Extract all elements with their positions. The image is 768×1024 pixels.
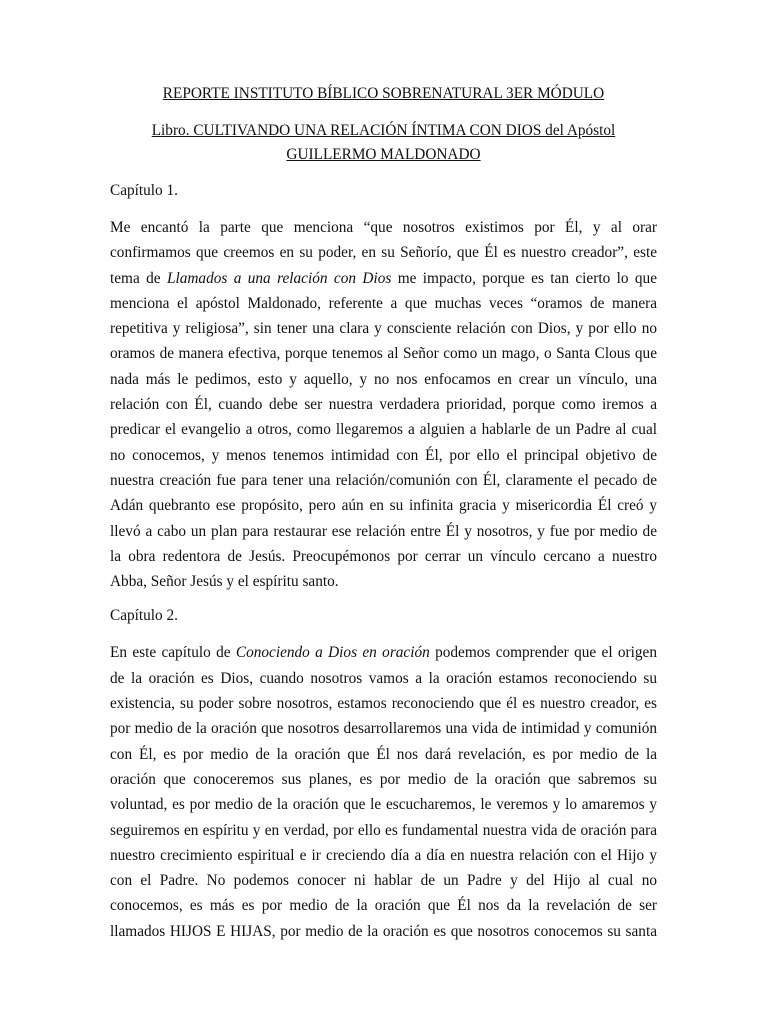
text-line: Abba, Señor Jesús y el espíritu santo. bbox=[110, 573, 339, 591]
book-subtitle-line-2: GUILLERMO MALDONADO bbox=[286, 146, 481, 163]
text-line: con Él, es por medio de la oración que Él nos dará revelación, es por medio de la bbox=[110, 745, 657, 763]
chapter-2-heading: Capítulo 2. bbox=[110, 607, 178, 625]
text-line: oración que conoceremos sus planes, es por medio de la oración que sabremos su bbox=[110, 770, 657, 788]
text-line bbox=[110, 640, 657, 665]
text-line: Me encantó la parte que menciona “que nosotros existimos por Él, y al orar bbox=[110, 219, 657, 236]
text-line: relación con Él, cuando debe ser nuestra verdadera prioridad, porque como iremos a bbox=[110, 396, 657, 414]
text-line: con el Padre. No podemos conocer ni hablar de un Padre y del Hijo al cual no bbox=[110, 872, 657, 890]
text-line: nuestro crecimiento espiritual e ir creciendo día a día en nuestra relación con el Hijo y bbox=[110, 846, 657, 864]
page-content bbox=[110, 84, 657, 955]
text-segment: tema de bbox=[110, 269, 167, 287]
text-segment: podemos comprender que el origen bbox=[429, 644, 657, 662]
text-line: confirmamos que creemos en su poder, en su Señorío, que Él es nuestro creador”, este bbox=[110, 244, 657, 262]
text-line: la obra redentora de Jesús. Preocupémonos por cerrar un vínculo cercano a nuestro bbox=[110, 547, 657, 565]
text-segment: me impacto, porque es tan cierto lo que bbox=[391, 269, 657, 287]
text-line: no conocemos, y menos tenemos intimidad con Él, por ello el principal objetivo de bbox=[110, 446, 657, 464]
chapter-1-heading: Capítulo 1. bbox=[110, 182, 178, 199]
text-line: menciona el apóstol Maldonado, referente a que muchas veces “oramos de manera bbox=[110, 294, 657, 312]
book-subtitle bbox=[110, 119, 657, 167]
text-line: voluntad, es por medio de la oración que le escucharemos, le veremos y lo amaremos y bbox=[110, 796, 657, 814]
text-line: llamados HIJOS E HIJAS, por medio de la oración es que nosotros conocemos su santa bbox=[110, 922, 657, 940]
emphasized-title: Llamados a una relación con Dios bbox=[166, 269, 392, 287]
text-line: existencia, su poder sobre nosotros, estamos reconociendo que él es nuestro creador, es bbox=[110, 695, 657, 713]
text-line: Adán quebranto ese propósito, pero aún en su infinita gracia y misericordia Él creó y bbox=[110, 497, 657, 515]
text-line bbox=[110, 266, 657, 291]
text-line: llevó a cabo un plan para restaurar ese relación entre Él y nosotros, y fue por medio de bbox=[110, 522, 657, 540]
text-line: repetitiva y religiosa”, sin tener una clara y consciente relación con Dios, y por ello no bbox=[110, 320, 657, 338]
chapter-2-paragraph bbox=[110, 640, 657, 944]
document-title: REPORTE INSTITUTO BÍBLICO SOBRENATURAL 3ER MÓDULO bbox=[162, 85, 605, 102]
text-line: oramos de manera efectiva, porque tenemos al Señor como un mago, o Santa Clous que bbox=[110, 345, 657, 363]
text-line: nuestra creación fue para tener una relación/comunión con Él, claramente el pecado de bbox=[110, 471, 657, 489]
text-segment: En este capítulo de bbox=[110, 644, 236, 662]
chapter-1-paragraph bbox=[110, 215, 657, 594]
text-line: de la oración es Dios, cuando nosotros vamos a la oración estamos reconociendo su bbox=[110, 669, 657, 687]
text-line: nada más le pedimos, esto y aquello, y no nos enfocamos en crear un vínculo, una bbox=[110, 370, 657, 388]
text-line: predicar el evangelio a otros, como llegaremos a alguien a hablarle de un Padre al cual bbox=[110, 421, 657, 439]
text-line: seguiremos en espíritu y en verdad, por ello es fundamental nuestra vida de oración para bbox=[110, 821, 657, 839]
book-subtitle-line-1: Libro. CULTIVANDO UNA RELACIÓN ÍNTIMA CON DIOS del Apóstol bbox=[151, 122, 616, 139]
emphasized-title: Conociendo a Dios en oración bbox=[235, 644, 430, 662]
text-line: conocemos, es más es por medio de la oración que Él nos da la revelación de ser bbox=[110, 897, 657, 915]
text-line: por medio de la oración que nosotros desarrollaremos una vida de intimidad y comunión bbox=[110, 720, 657, 738]
